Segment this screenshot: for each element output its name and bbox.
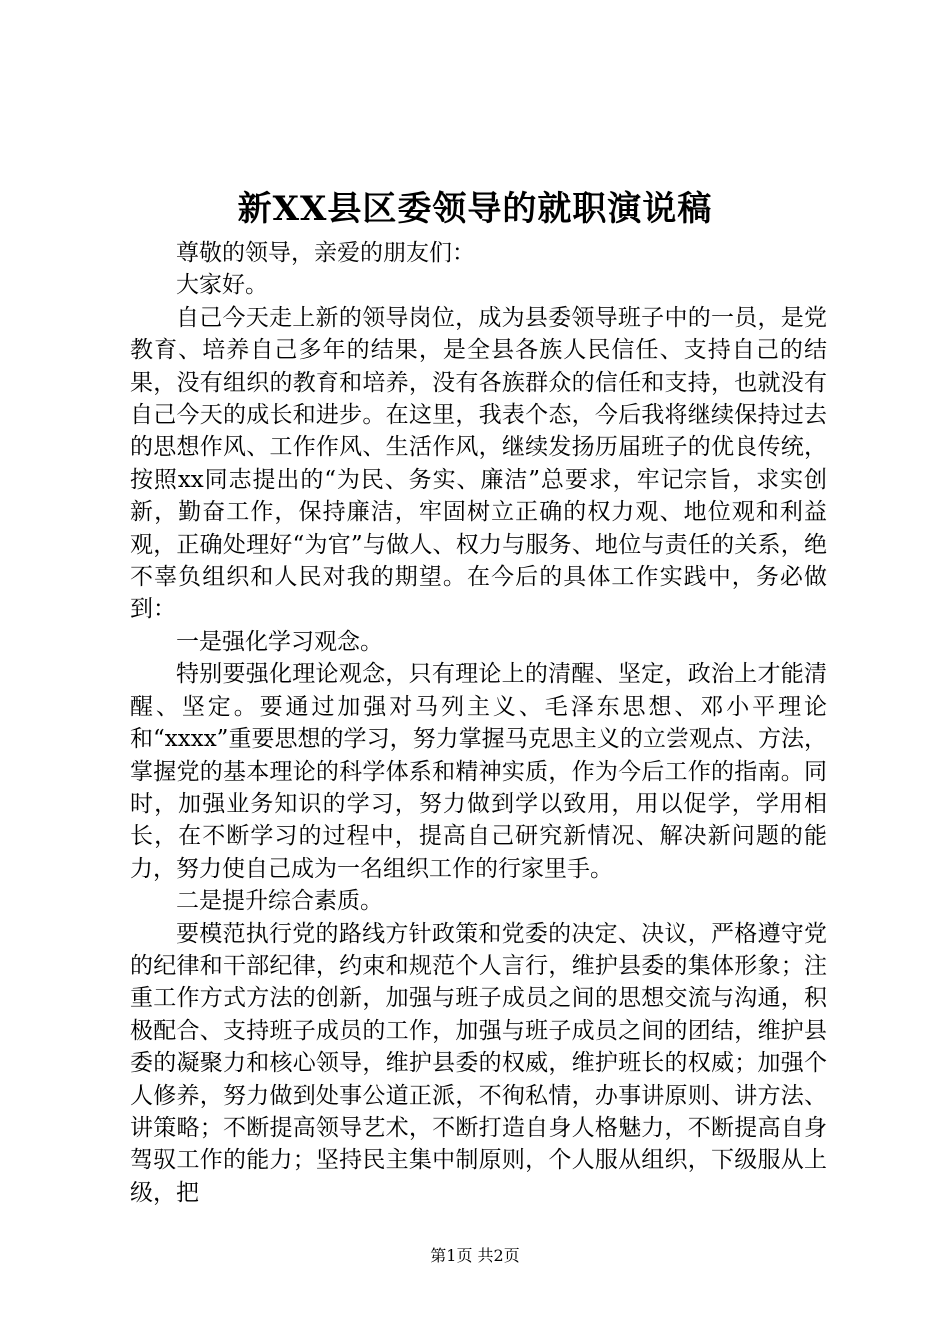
document-title: 新XX县区委领导的就职演说稿 [237,189,713,229]
paragraph-quality: 要模范执行党的路线方针政策和党委的决定、决议，严格遵守党的纪律和干部纪律，约束和规范个人言行，维护县委的集体形象；注重工作方式方法的创新，加强与班子成员之间的思想交流与沟通，积极配合、支持班子成员的工作，加强与班子成员之间的团结，维护县委的凝聚力和核心领导，维护县委的权威，维护班长的权威；加强个人修养，努力做到处事公道正派，不徇私情，办事讲原则、讲方法、讲策略；不断提高领导艺术，不断打造自身人格魅力，不断提高自身驾驭工作的能力；坚持民主集中制原则，个人服从组织，下级服从上级，把 [130,920,827,1206]
page-footer: 第1页 共2页 [430,1246,520,1265]
paragraph-study: 特别要强化理论观念，只有理论上的清醒、坚定，政治上才能清醒、坚定。要通过加强对马列主义、毛泽东思想、邓小平理论和“xxxx”重要思想的学习，努力掌握马克思主义的立尝观点、方法，掌握党的基本理论的科学体系和精神实质，作为今后工作的指南。同时，加强业务知识的学习，努力做到学以致用，用以促学，学用相长，在不断学习的过程中，提高自己研究新情况、解决新问题的能力，努力使自己成为一名组织工作的行家里手。 [130,661,827,882]
paragraph-heading-1: 一是强化学习观念。 [176,628,383,655]
document-body [130,237,827,1209]
paragraph-salutation: 尊敬的领导，亲爱的朋友们： [176,240,475,266]
paragraph-intro: 自己今天走上新的领导岗位，成为县委领导班子中的一员，是党教育、培养自己多年的结果，是全县各族人民信任、支持自己的结果，没有组织的教育和培养，没有各族群众的信任和支持，也就没有自己今天的成长和进步。在这里，我表个态，今后我将继续保持过去的思想作风、工作作风、生活作风，继续发扬历届班子的优良传统，按照xx同志提出的“为民、务实、廉洁”总要求，牢记宗旨，求实创新，勤奋工作，保持廉洁，牢固树立正确的权力观、地位观和利益观，正确处理好“为官”与做人、权力与服务、地位与责任的关系，绝不辜负组织和人民对我的期望。在今后的具体工作实践中，务必做到： [130,304,827,623]
paragraph-heading-2: 二是提升综合素质。 [176,888,383,915]
paragraph-greeting: 大家好。 [176,272,268,299]
